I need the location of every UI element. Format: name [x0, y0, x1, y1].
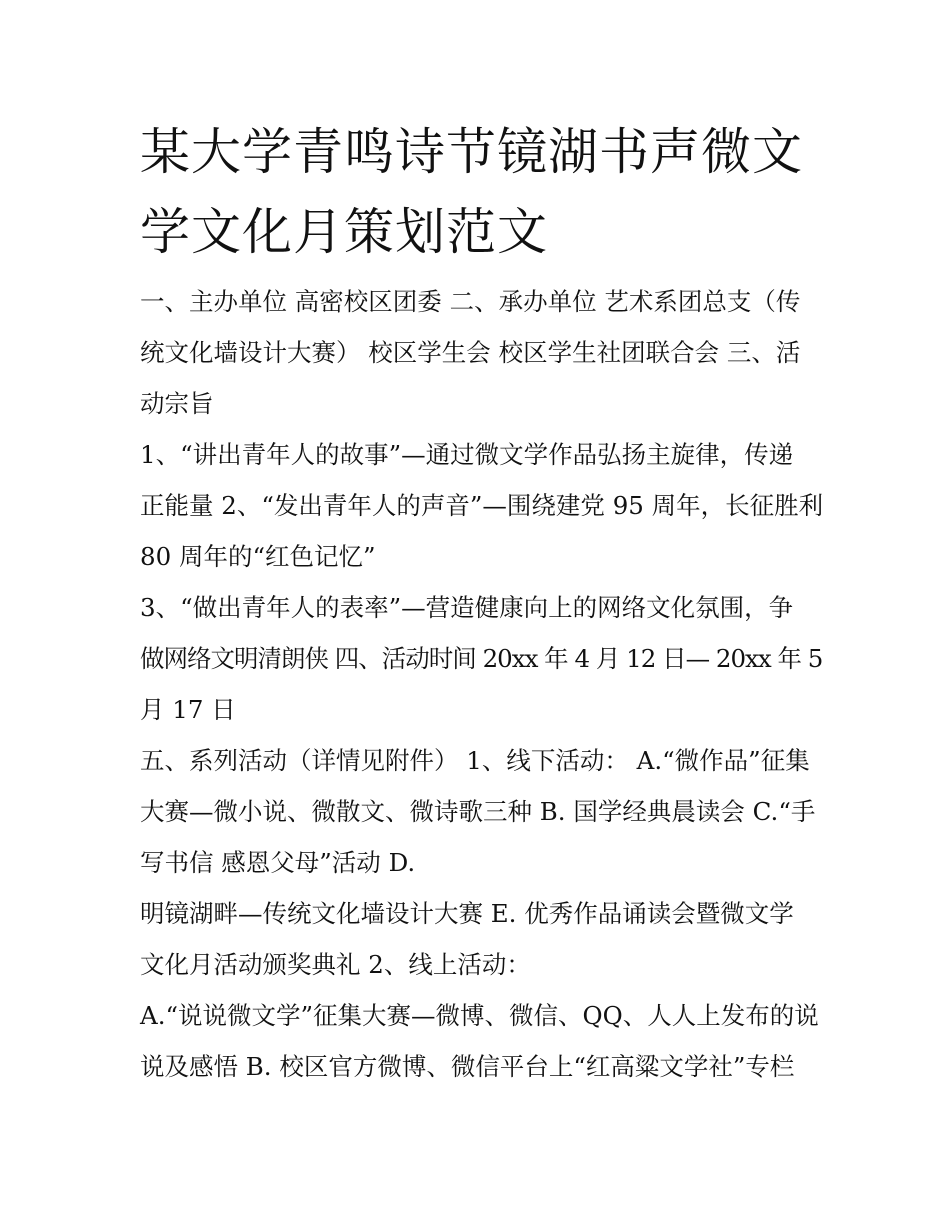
body-line: 做网络文明清朗侠 四、活动时间 20xx 年 4 月 12 日— 20xx 年 5 — [140, 644, 823, 673]
body-line: 文化月活动颁奖典礼 2、线上活动： — [140, 950, 531, 979]
title-line-2: 学文化月策划范文 — [140, 203, 548, 261]
body-line: 写书信 感恩父母”活动 D. — [140, 848, 416, 877]
body-line: 一、主办单位 高密校区团委 二、承办单位 艺术系团总支（传 — [140, 287, 801, 316]
body-line: 统文化墙设计大赛） 校区学生会 校区学生社团联合会 三、活 — [140, 338, 801, 367]
body-line: 明镜湖畔—传统文化墙设计大赛 E. 优秀作品诵读会暨微文学 — [140, 899, 794, 928]
body-line: 正能量 2、“发出青年人的声音”—围绕建党 95 周年，长征胜利 — [140, 491, 824, 520]
body-line: 说及感悟 B. 校区官方微博、微信平台上“红高粱文学社”专栏 — [140, 1052, 795, 1081]
title-line-1: 某大学青鸣诗节镜湖书声微文 — [140, 123, 803, 181]
body-line: 3、“做出青年人的表率”—营造健康向上的网络文化氛围，争 — [140, 593, 794, 622]
body-line: 大赛—微小说、微散文、微诗歌三种 B. 国学经典晨读会 C.“手 — [140, 797, 816, 826]
body-line: 五、系列活动（详情见附件） 1、线下活动： A.“微作品”征集 — [140, 746, 810, 775]
body-line: 80 周年的“红色记忆” — [140, 542, 376, 571]
body-line: 月 17 日 — [140, 695, 236, 724]
body-line: 1、“讲出青年人的故事”—通过微文学作品弘扬主旋律，传递 — [140, 440, 794, 469]
document-title — [140, 112, 830, 272]
body-line: 动宗旨 — [140, 389, 214, 418]
body-line: A.“说说微文学”征集大赛—微博、微信、QQ、人人上发布的说 — [140, 1001, 819, 1030]
